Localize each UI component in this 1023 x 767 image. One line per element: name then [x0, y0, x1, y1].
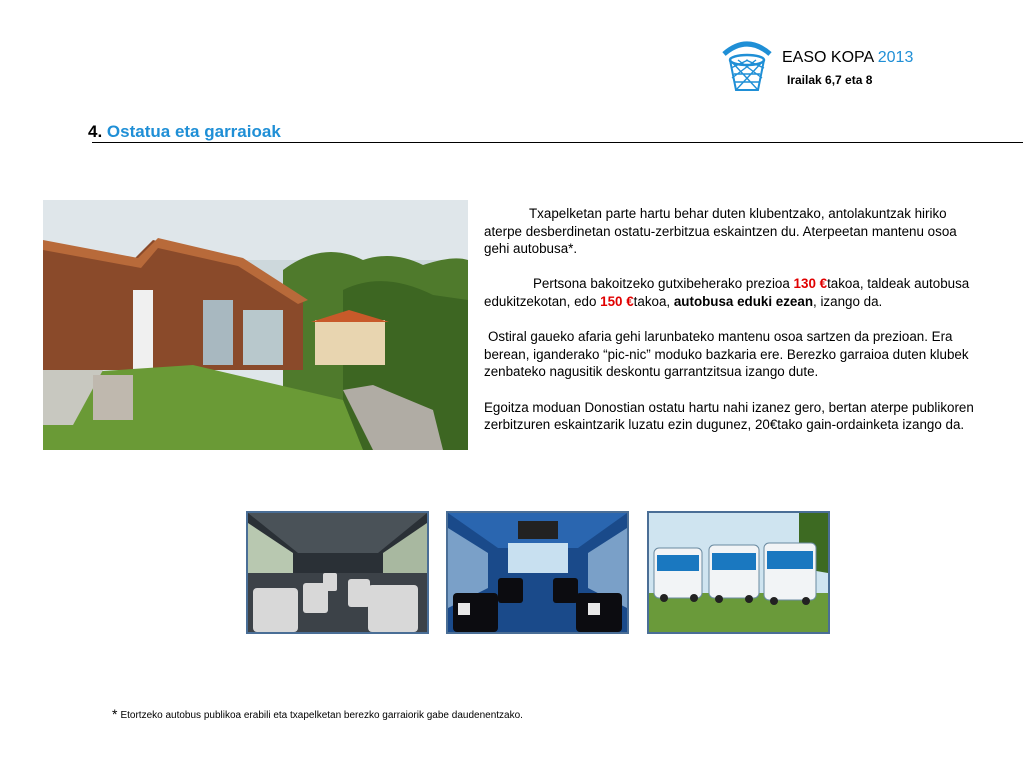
paragraph-surcharge-text: Egoitza moduan Donostian ostatu hartu nahi izanez gero, bertan aterpe publikoren zerbitzuren eskaintzarik luzatu ezin dugunez, 20€tako gain-ordainketa izango da. [484, 399, 974, 433]
paragraph-meals [484, 328, 979, 381]
section-heading [88, 122, 281, 142]
paragraph-intro-text: Txapelketan parte hartu behar duten klubentzako, antolakuntzak hiriko aterpe desberdinetan ostatu-zerbitzua eskaintzen du. Aterpeetan mantenu osoa gehi autobusa*. [484, 206, 957, 257]
paragraph-prices [484, 275, 979, 310]
price-text-d: , izango da. [813, 293, 883, 309]
event-dates: Irailak 6,7 eta 8 [787, 73, 873, 87]
paragraph-surcharge [484, 399, 979, 434]
bus-interior-photo [246, 511, 429, 634]
bus-fleet-photo [647, 511, 830, 634]
brand-year: 2013 [877, 49, 914, 66]
paragraph-meals-text: Ostiral gaueko afaria gehi larunbateko mantenu osoa sartzen da prezioan. Era berean, iganderako “pic-nic” moduko bazkaria ere. Berezko garraioa duten klubek zenbateko nagusitik deskontu garrantzitsua izango dute. [484, 329, 969, 380]
brand-name: EASO KOPA [782, 49, 874, 66]
paragraph-intro [484, 205, 979, 258]
price-without-bus: 150 € [600, 293, 634, 309]
basketball-hoop-icon [718, 38, 776, 96]
hostel-photo [43, 200, 468, 450]
price-with-bus: 130 € [793, 276, 828, 292]
footnote-marker: * [112, 706, 118, 722]
footnote [112, 706, 523, 722]
price-text-b: takoa, taldeak autobusa edukitzekotan, edo [484, 276, 970, 309]
price-condition: autobusa eduki ezean [673, 293, 814, 309]
bus-interior-photo-2 [446, 511, 629, 634]
brand-title [782, 49, 913, 67]
price-text-a: Pertsona bakoitzeko gutxibeherako prezioa [533, 276, 794, 292]
price-text-c: takoa, [633, 293, 674, 309]
heading-divider [92, 142, 1023, 143]
section-title: Ostatua eta garraioak [106, 122, 281, 141]
footnote-text: Etortzeko autobus publikoa erabili eta txapelketan berezko garraiorik gabe daudenentzako. [120, 710, 523, 721]
section-number: 4. [88, 122, 103, 141]
accommodation-description [484, 205, 979, 451]
